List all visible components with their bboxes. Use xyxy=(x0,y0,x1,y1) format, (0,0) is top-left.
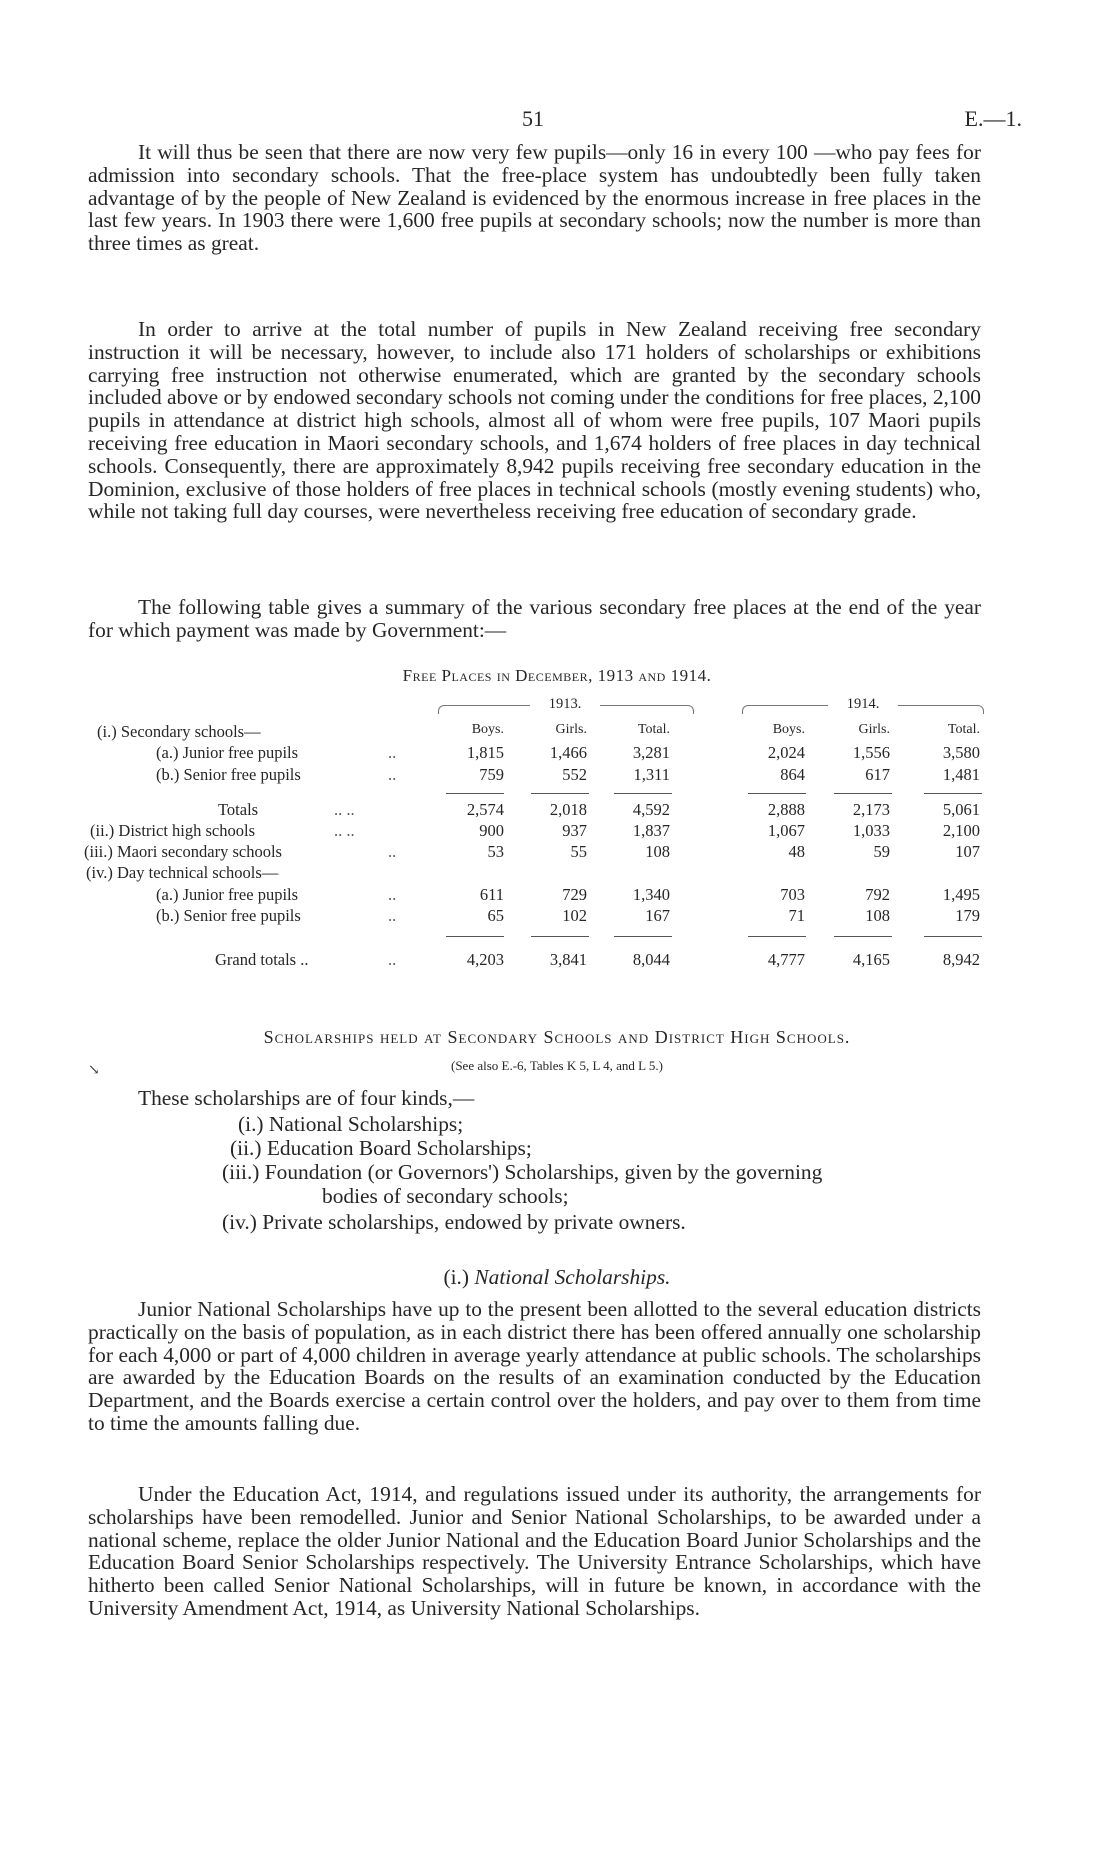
sum-rule xyxy=(748,936,806,937)
cell: 3,281 xyxy=(632,743,670,762)
cell: 1,556 xyxy=(852,743,890,762)
paragraph-1: It will thus be seen that there are now very few pupils—only 16 in every 100 —who pay fees for admission into secondary schools. That the free-place system has undoubtedly been fully taken advantage of by the people of New Zealand is evidenced by the enormous increase in free places in the last few years. In 1903 there were 1,600 free pupils at secondary schools; now the number is more than three times as great. xyxy=(88,140,981,256)
cell: 53 xyxy=(487,842,504,861)
row-label: (iii.) Maori secondary schools xyxy=(84,842,282,861)
col-header: Boys. xyxy=(471,722,504,737)
kinds-intro: These scholarships are of four kinds,— xyxy=(138,1086,475,1110)
cell: 8,044 xyxy=(632,950,670,969)
cell: 59 xyxy=(873,842,890,861)
sum-rule xyxy=(614,793,672,794)
cell: 107 xyxy=(955,842,980,861)
section-note: (See also E.-6, Tables K 5, L 4, and L 5.) xyxy=(451,1058,663,1073)
row-label: (b.) Senior free pupils xyxy=(156,906,301,925)
cell: 2,024 xyxy=(767,743,805,762)
paragraph-2: In order to arrive at the total number of pupils in New Zealand receiving free secondary instruction it will be necessary, however, to include also 171 holders of scholarships or exhibitions carrying free instruction not otherwise enumerated, which are granted by the secondary schools included above or by endowed secondary schools not coming under the conditions for free places, 2,100 pupils in attendance at district high schools, almost all of whom were free pupils, 107 Maori pupils receiving free education in Maori secondary schools, and 1,674 holders of free places in day technical schools. Consequently, there are approximately 8,942 pupils receiving free secondary education in the Dominion, exclusive of those holders of free places in technical schools (mostly evening students) who, while not taking full day courses, were nevertheless receiving free education of secondary grade. xyxy=(88,317,981,524)
sum-rule xyxy=(834,936,892,937)
table-row xyxy=(0,950,1114,970)
cell: 4,203 xyxy=(466,950,504,969)
cell: 102 xyxy=(562,906,587,925)
table-row xyxy=(0,863,1114,883)
row-label: Totals xyxy=(218,800,259,819)
cell: 108 xyxy=(865,906,890,925)
cell: 5,061 xyxy=(942,800,980,819)
table-row xyxy=(0,821,1114,841)
table-row xyxy=(0,765,1114,785)
cell: 1,481 xyxy=(942,765,980,784)
cell: 729 xyxy=(562,885,587,904)
sum-rule xyxy=(614,936,672,937)
row-label: (i.) Secondary schools— xyxy=(97,722,261,741)
cell: 55 xyxy=(570,842,587,861)
cell: 108 xyxy=(645,842,670,861)
cell: 792 xyxy=(865,885,890,904)
sum-rule xyxy=(446,793,504,794)
year-1914: 1914. xyxy=(828,696,898,713)
cell: 1,837 xyxy=(632,821,670,840)
leader-dots: .. .. xyxy=(334,800,355,819)
kind-item: bodies of secondary schools; xyxy=(322,1184,569,1208)
leader-dots: .. xyxy=(388,885,397,904)
leader-dots: .. xyxy=(388,842,397,861)
cell: 2,018 xyxy=(549,800,587,819)
cell: 4,777 xyxy=(767,950,805,969)
leader-dots: .. xyxy=(388,743,397,762)
year-1913: 1913. xyxy=(530,696,600,713)
paragraph-5: Under the Education Act, 1914, and regulations issued under its authority, the arrangements for scholarships have been remodelled. Junior and Senior National Scholarships, to be awarded under a national scheme, replace the older Junior National and the Education Board Junior Scholarships and the Education Board Senior Scholarships respectively. The University Entrance Scholarships, which have hitherto been called Senior National Scholarships, will in future be known, in accordance with the University Amendment Act, 1914, as University National Scholarships. xyxy=(88,1482,981,1620)
sum-rule xyxy=(924,793,982,794)
leader-dots: .. xyxy=(388,765,397,784)
cell: 864 xyxy=(780,765,805,784)
cell: 759 xyxy=(479,765,504,784)
row-label: (a.) Junior free pupils xyxy=(156,885,299,904)
cell: 703 xyxy=(780,885,805,904)
sum-rule xyxy=(748,793,806,794)
table-row xyxy=(0,885,1114,905)
sum-rule xyxy=(446,936,504,937)
sum-rule xyxy=(834,793,892,794)
cell: 3,580 xyxy=(942,743,980,762)
cell: 937 xyxy=(562,821,587,840)
cell: 1,033 xyxy=(852,821,890,840)
table-title: Free Places in December, 1913 and 1914. xyxy=(402,666,712,685)
cell: 2,173 xyxy=(852,800,890,819)
col-header: Girls. xyxy=(858,722,890,737)
table-row xyxy=(0,743,1114,763)
cell: 167 xyxy=(645,906,670,925)
row-label: (a.) Junior free pupils xyxy=(156,743,299,762)
cell: 1,311 xyxy=(633,765,670,784)
kind-item: (iv.) Private scholarships, endowed by private owners. xyxy=(222,1210,686,1234)
kind-item: (ii.) Education Board Scholarships; xyxy=(230,1136,532,1160)
sum-rule xyxy=(531,936,589,937)
cell: 2,888 xyxy=(767,800,805,819)
paragraph-3: The following table gives a summary of the various secondary free places at the end of the year for which payment was made by Government:— xyxy=(88,595,981,642)
table-row xyxy=(0,842,1114,862)
cell: 1,495 xyxy=(942,885,980,904)
page-number: 51 xyxy=(522,106,544,131)
leader-dots: .. .. xyxy=(334,821,355,840)
cell: 48 xyxy=(788,842,805,861)
leader-dots: .. xyxy=(388,906,397,925)
col-header: Girls. xyxy=(555,722,587,737)
cell: 1,067 xyxy=(767,821,805,840)
margin-mark: ↘ xyxy=(88,1062,100,1078)
subsection-heading xyxy=(0,1265,1114,1290)
paragraph-4: Junior National Scholarships have up to the present been allotted to the several education districts practically on the basis of population, as in each district there has been offered annually one scholarship for each 4,000 or part of 4,000 children in average yearly attendance at public schools. The scholarships are awarded by the Education Boards on the results of an examination conducted by the Education Department, and the Boards exercise a certain control over the holders, and pay over to them from time to time the amounts falling due. xyxy=(88,1297,981,1435)
cell: 1,815 xyxy=(466,743,504,762)
col-header: Boys. xyxy=(772,722,805,737)
cell: 179 xyxy=(955,906,980,925)
table-row xyxy=(0,800,1114,820)
row-label: (iv.) Day technical schools— xyxy=(86,863,279,882)
subsection-number: (i.) xyxy=(443,1265,470,1289)
cell: 4,592 xyxy=(632,800,670,819)
sum-rule xyxy=(531,793,589,794)
row-label: (b.) Senior free pupils xyxy=(156,765,301,784)
sum-rule xyxy=(924,936,982,937)
cell: 8,942 xyxy=(942,950,980,969)
subsection-title: National Scholarships. xyxy=(474,1265,671,1289)
table-row xyxy=(0,906,1114,926)
cell: 900 xyxy=(479,821,504,840)
cell: 65 xyxy=(487,906,504,925)
cell: 71 xyxy=(788,906,805,925)
col-header: Total. xyxy=(637,722,670,737)
section-heading: Scholarships held at Secondary Schools and District High Schools. xyxy=(263,1027,851,1047)
kind-item: (i.) National Scholarships; xyxy=(238,1112,464,1136)
cell: 1,340 xyxy=(632,885,670,904)
row-label: Grand totals .. xyxy=(215,950,309,969)
cell: 617 xyxy=(865,765,890,784)
kind-item: (iii.) Foundation (or Governors') Scholarships, given by the governing xyxy=(222,1160,823,1184)
cell: 2,100 xyxy=(942,821,980,840)
col-header: Total. xyxy=(947,722,980,737)
cell: 4,165 xyxy=(852,950,890,969)
leader-dots: .. xyxy=(388,950,397,969)
cell: 552 xyxy=(562,765,587,784)
cell: 3,841 xyxy=(549,950,587,969)
table-row xyxy=(0,722,1114,742)
cell: 2,574 xyxy=(466,800,504,819)
cell: 611 xyxy=(479,885,504,904)
row-label: (ii.) District high schools xyxy=(90,821,255,840)
cell: 1,466 xyxy=(549,743,587,762)
document-reference: E.—1. xyxy=(964,106,1022,131)
